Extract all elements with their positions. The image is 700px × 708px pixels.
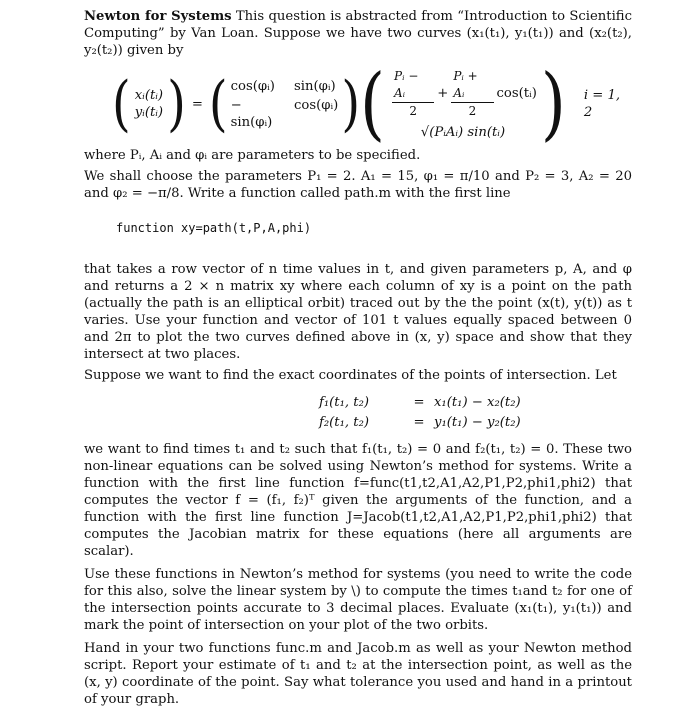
hand-in-paragraph: Hand in your two functions func.m and Jacob.m as well as your Newton method script. Report your estimate of t₁ and t₂ at the intersection point, as well as the (x, y) coordinate of the point. Say what tolerance you used and hand in a printout of your graph.: [84, 641, 632, 707]
intro-text: This question is abstracted from “Introduction to Scientific Computing” by Van Loan. Suppose we have two curves (x₁(t₁), y₁(t₁)) and (x₂(t₂), y₂(t₂)) given by: [84, 9, 632, 58]
code-line-path: function xy=path(t,P,A,phi): [116, 221, 312, 235]
main-equation: ( xᵢ(tᵢ) yᵢ(tᵢ) ) = ( cos(φᵢ) sin(φᵢ) − sin(φᵢ) cos(φᵢ) ) ( $\frac{\text{Pᵢ − Aᵢ}}{2}$ + $\frac{\text{Pᵢ + Aᵢ}}{2}$ cos(tᵢ) √(PᵢAᵢ) sin(tᵢ) ) i = 1, 2: [112, 69, 632, 139]
equation-system: f₁(t₁, t₂) = x₁(t₁) − x₂(t₂) f₂(t₁, t₂) = y₁(t₁) − y₂(t₂): [318, 395, 521, 430]
lhs-vector: xᵢ(tᵢ) yᵢ(tᵢ): [134, 88, 164, 120]
newton-paragraph: we want to find times t₁ and t₂ such that f₁(t₁, t₂) = 0 and f₂(t₁, t₂) = 0. These two non-linear equations can be solved using Newton’s method for systems. Write a function with the first line function f=func(t1,t2,A1,A2,P1,P2,phi1,phi2) that computes the vector f = (f₁, f₂)ᵀ given the arguments of the function, and a function with the first line function J=Jacob(t1,t2,A1,A2,P1,P2,phi1,phi2) that computes the Jacobian matrix for these equations (here all arguments are scalar).: [84, 442, 632, 559]
params-paragraph: We shall choose the parameters P₁ = 2. A₁ = 15, φ₁ = π/10 and P₂ = 3, A₂ = 20 and φ₂ = −π/8. Write a function called path.m with the first line: [84, 169, 632, 201]
ellipse-vector: $\frac{\text{Pᵢ − Aᵢ}}{2}$ + $\frac{\text{Pᵢ + Aᵢ}}{2}$ cos(tᵢ) √(PᵢAᵢ) sin(tᵢ): [394, 68, 537, 140]
use-paragraph: Use these functions in Newton’s method for systems (you need to write the code for this also, solve the linear system by \) to compute the times t₁and t₂ for one of the intersection points accurate to 3 decimal places. Evaluate (x₁(t₁), y₁(t₁)) and mark the point of intersection on your plot of the two orbits.: [84, 567, 632, 633]
document-page: [84, 0, 632, 708]
section-title: Newton for Systems: [84, 9, 232, 24]
path-paragraph: that takes a row vector of n time values in t, and given parameters p, A, and φ and returns a 2 × n matrix xy where each column of xy is a point on the path (actually the path is an elliptical orbit) traced out by the the point (x(t), y(t)) as t varies. Use your function and vector of 101 t values equally spaced between 0 and 2π to plot the two curves defined above in (x, y) space and show that they intersect at two places.: [84, 262, 632, 362]
where-text: where Pᵢ, Aᵢ and φᵢ are parameters to be specified.: [84, 148, 421, 163]
intro-paragraph: [84, 8, 632, 59]
suppose-paragraph: Suppose we want to find the exact coordinates of the points of intersection. Let: [84, 368, 617, 383]
rotation-matrix: cos(φᵢ) sin(φᵢ) − sin(φᵢ) cos(φᵢ): [230, 78, 339, 130]
index-range: i = 1, 2: [583, 88, 621, 120]
